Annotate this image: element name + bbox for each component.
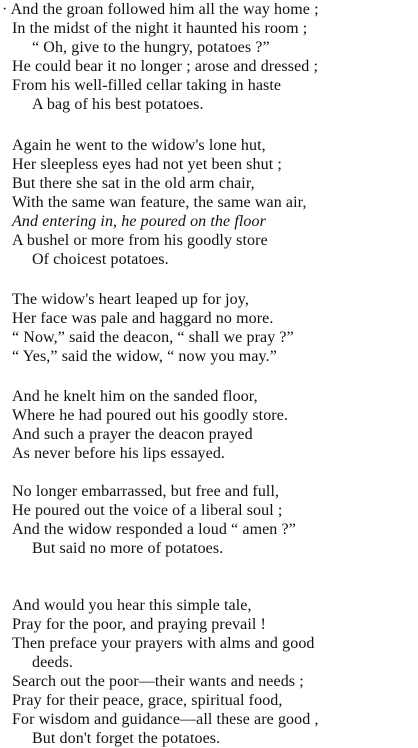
poem-line: “ Now,” said the deacon, “ shall we pray ?” (12, 329, 294, 346)
poem-line: A bushel or more from his goodly store (12, 232, 268, 249)
poem-line: From his well-filled cellar taking in haste (12, 77, 282, 94)
poem-line: He could bear it no longer ; arose and dressed ; (12, 58, 319, 75)
poem-line: Of choicest potatoes. (32, 251, 169, 268)
poem-line: And the widow responded a loud “ amen ?” (12, 521, 296, 538)
poem-line: And he knelt him on the sanded floor, (12, 388, 258, 405)
poem-line: But there she sat in the old arm chair, (12, 175, 255, 192)
stanza-1 (0, 0, 418, 114)
poem-line: Search out the poor—their wants and needs ; (12, 673, 304, 690)
poem-line: But don't forget the potatoes. (32, 730, 221, 747)
poem-line: Her sleepless eyes had not yet been shut ; (12, 156, 282, 173)
poem-line: “ Yes,” said the widow, “ now you may.” (12, 348, 277, 365)
poem-line: No longer embarrassed, but free and full, (12, 483, 280, 500)
poem-line: The widow's heart leaped up for joy, (12, 291, 249, 308)
poem-line: And entering in, he poured on the floor (12, 213, 266, 230)
poem-line: Pray for their peace, grace, spiritual food, (12, 692, 283, 709)
poem-line: Where he had poured out his goodly store. (12, 407, 289, 424)
poem-line: He poured out the voice of a liberal soul ; (12, 502, 283, 519)
stanza-4 (0, 387, 418, 463)
poem-line: And such a prayer the deacon prayed (12, 426, 253, 443)
poem-line: In the midst of the night it haunted his room ; (12, 20, 308, 37)
poem-line: · And the groan followed him all the way home ; (2, 1, 319, 18)
poem-line: But said no more of potatoes. (32, 540, 224, 557)
poem-line: A bag of his best potatoes. (32, 96, 204, 113)
poem-line: As never before his lips essayed. (12, 445, 226, 462)
poem-line: For wisdom and guidance—all these are good , (12, 711, 319, 728)
poem-line: deeds. (32, 654, 74, 671)
poem-line: “ Oh, give to the hungry, potatoes ?” (32, 39, 270, 56)
poem-line: Again he went to the widow's lone hut, (12, 137, 266, 154)
stanza-5 (0, 482, 418, 558)
poem-line: And would you hear this simple tale, (12, 597, 252, 614)
poem-line: With the same wan feature, the same wan air, (12, 194, 307, 211)
poem-line: Her face was pale and haggard no more. (12, 310, 274, 327)
stanza-6 (0, 596, 418, 748)
stanza-2 (0, 136, 418, 269)
poem-line: Pray for the poor, and praying prevail ! (12, 616, 266, 633)
poem-line: Then preface your prayers with alms and good (12, 635, 315, 652)
stanza-3 (0, 290, 418, 366)
